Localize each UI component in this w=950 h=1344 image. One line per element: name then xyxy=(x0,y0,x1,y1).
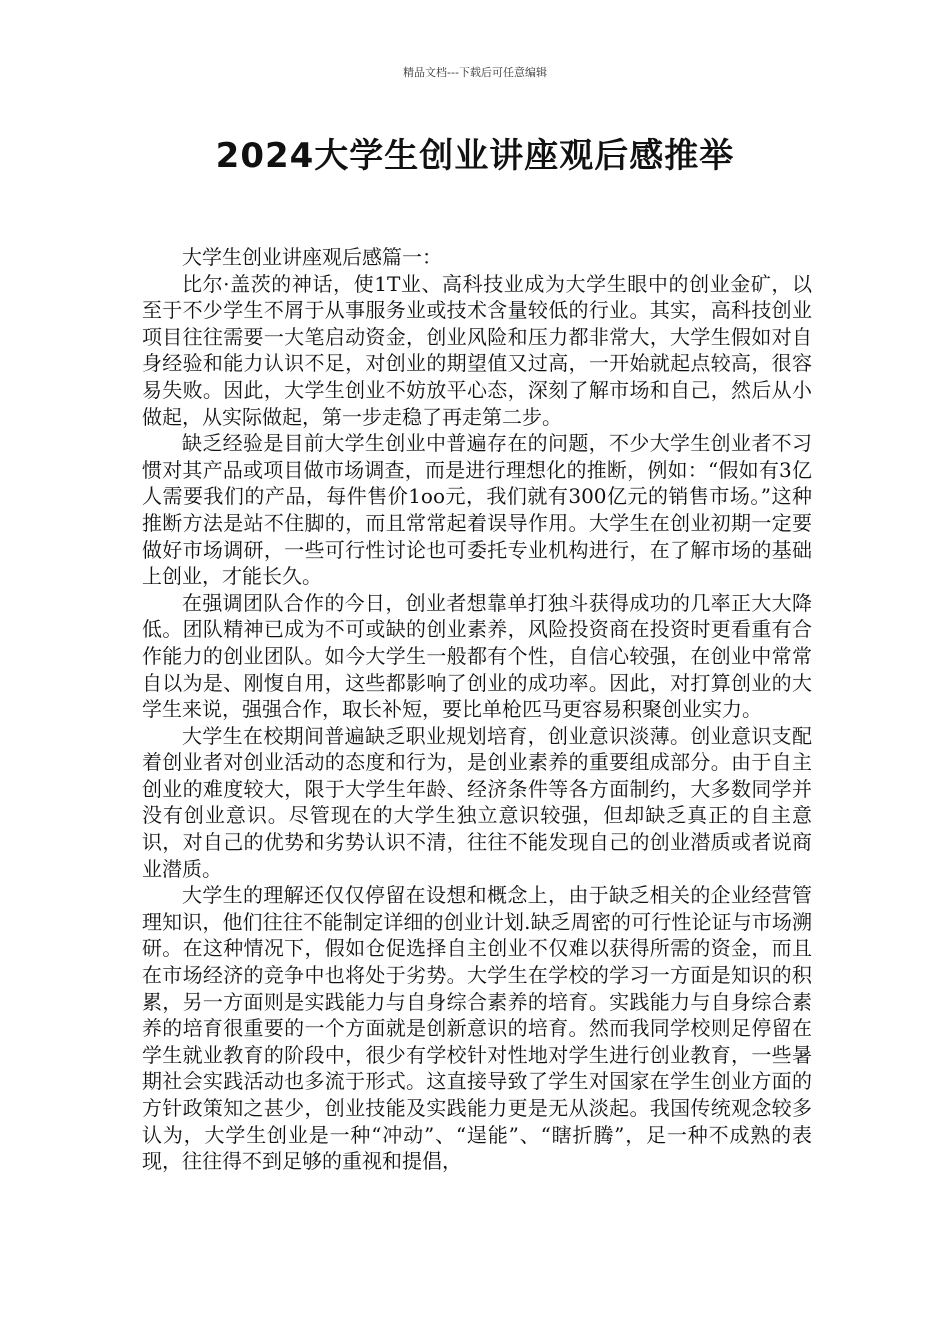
paragraph: 比尔·盖茨的神话，使1T业、高科技业成为大学生眼中的创业金矿，以至于不少学生不屑于从事服务业或技术含量较低的行业。其实，高科技创业项目往往需要一大笔启动资金，创业风险和压力都非常大，大学生假如对自身经验和能力认识不足，对创业的期望值又过高，一开始就起点较高，很容易失败。因此，大学生创业不妨放平心态，深刻了解市场和自己，然后从小做起，从实际做起，第一步走稳了再走第二步。 xyxy=(142,271,812,429)
document-title: 2024大学生创业讲座观后感推举 xyxy=(215,136,735,176)
header-note: 精品文档---下载后可任意编辑 xyxy=(403,66,547,79)
paragraph: 大学生在校期间普遍缺乏职业规划培育，创业意识淡薄。创业意识支配着创业者对创业活动的态度和行为，是创业素养的重要组成部分。由于自主创业的难度较大，限于大学生年龄、经济条件等各方面制约，大多数同学并没有创业意识。尽管现在的大学生独立意识较强，但却缺乏真正的自主意识，对自己的优势和劣势认识不清，往往不能发现自己的创业潜质或者说商业潜质。 xyxy=(142,723,812,881)
paragraph: 在强调团队合作的今日，创业者想靠单打独斗获得成功的几率正大大降低。团队精神已成为不可或缺的创业素养，风险投资商在投资时更看重有合作能力的创业团队。如今大学生一般都有个性，自信心较强，在创业中常常自以为是、刚愎自用，这些都影响了创业的成功率。因此，对打算创业的大学生来说，强强合作，取长补短，要比单枪匹马更容易积聚创业实力。 xyxy=(142,590,812,722)
section-heading: 大学生创业讲座观后感篇一： xyxy=(182,245,442,269)
paragraph: 缺乏经验是目前大学生创业中普遍存在的问题，不少大学生创业者不习惯对其产品或项目做市场调查，而是进行理想化的推断，例如：“假如有3亿人需要我们的产品，每件售价1oo元，我们就有300亿元的销售市场。”这种推断方法是站不住脚的，而且常常起着误导作用。大学生在创业初期一定要做好市场调研，一些可行性讨论也可委托专业机构进行，在了解市场的基础上创业，才能长久。 xyxy=(142,431,812,589)
paragraph: 大学生的理解还仅仅停留在设想和概念上，由于缺乏相关的企业经营管理知识，他们往往不能制定详细的创业计划.缺乏周密的可行性论证与市场溯研。在这种情况下，假如仓促选择自主创业不仅难以获得所需的资金，而且在市场经济的竞争中也将处于劣势。大学生在学校的学习一方面是知识的积累，另一方面则是实践能力与自身综合素养的培育。实践能力与自身综合素养的培育很重要的一个方面就是创新意识的培育。然而我同学校则足停留在学生就业教育的阶段中，很少有学校针对性地对学生进行创业教育，一些暑期社会实践活动也多流于形式。这直接导致了学生对国家在学生创业方面的方针政策知之甚少，创业技能及实践能力更是无从淡起。我国传统观念较多认为，大学生创业是一种“冲动”、“逞能”、“瞎折腾”，足一种不成熟的表现，往往得不到足够的重视和提倡， xyxy=(142,883,812,1174)
document-body xyxy=(142,244,812,1175)
